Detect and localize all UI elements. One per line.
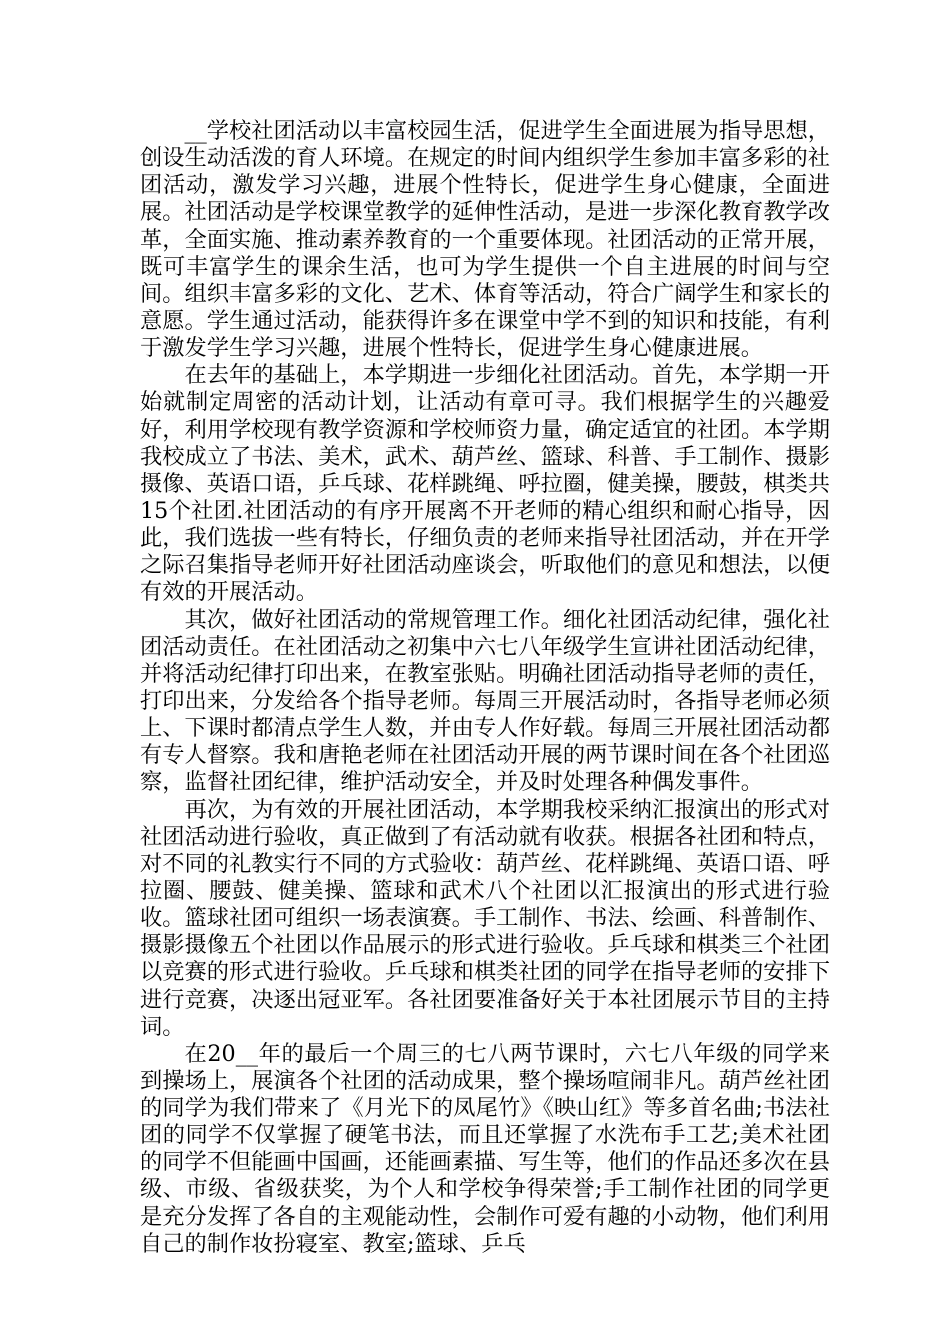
document-body xyxy=(140,118,830,1258)
paragraph-1: __学校社团活动以丰富校园生活，促进学生全面进展为指导思想，创设生动活泼的育人环境。在规定的时间内组织学生参加丰富多彩的社团活动，激发学习兴趣，进展个性特长，促进学生身心健康，全面进展。社团活动是学校课堂教学的延伸性活动，是进一步深化教育教学改革，全面实施、推动素养教育的一个重要体现。社团活动的正常开展，既可丰富学生的课余生活，也可为学生提供一个自主进展的时间与空间。组织丰富多彩的文化、艺术、体育等活动，符合广阔学生和家长的意愿。学生通过活动，能获得许多在课堂中学不到的知识和技能，有利于激发学生学习兴趣，进展个性特长，促进学生身心健康进展。 xyxy=(140,118,830,362)
paragraph-5: 在20__年的最后一个周三的七八两节课时，六七八年级的同学来到操场上，展演各个社团的活动成果，整个操场喧闹非凡。葫芦丝社团的同学为我们带来了《月光下的凤尾竹》《映山红》等多首名曲;书法社团的同学不仅掌握了硬笔书法，而且还掌握了水洗布手工艺;美术社团的同学不但能画中国画，还能画素描、写生等，他们的作品还多次在县级、市级、省级获奖，为个人和学校争得荣誉;手工制作社团的同学更是充分发挥了各自的主观能动性，会制作可爱有趣的小动物，他们利用自己的制作妆扮寝室、教室;篮球、乒乓 xyxy=(140,1040,830,1257)
paragraph-4: 再次，为有效的开展社团活动，本学期我校采纳汇报演出的形式对社团活动进行验收，真正做到了有活动就有收获。根据各社团和特点，对不同的礼教实行不同的方式验收：葫芦丝、花样跳绳、英语口语、呼拉圈、腰鼓、健美操、篮球和武术八个社团以汇报演出的形式进行验收。篮球社团可组织一场表演赛。手工制作、书法、绘画、科普制作、摄影摄像五个社团以作品展示的形式进行验收。乒乓球和棋类三个社团以竞赛的形式进行验收。乒乓球和棋类社团的同学在指导老师的安排下进行竞赛，决逐出冠亚军。各社团要准备好关于本社团展示节目的主持词。 xyxy=(140,796,830,1040)
paragraph-2: 在去年的基础上，本学期进一步细化社团活动。首先，本学期一开始就制定周密的活动计划，让活动有章可寻。我们根据学生的兴趣爱好，利用学校现有教学资源和学校师资力量，确定适宜的社团。本学期我校成立了书法、美术，武术、葫芦丝、篮球、科普、手工制作、摄影摄像、英语口语，乒乓球、花样跳绳、呼拉圈，健美操，腰鼓，棋类共15个社团.社团活动的有序开展离不开老师的精心组织和耐心指导，因此，我们选拔一些有特长，仔细负责的老师来指导社团活动，并在开学之际召集指导老师开好社团活动座谈会，听取他们的意见和想法，以便有效的开展活动。 xyxy=(140,362,830,606)
paragraph-3: 其次，做好社团活动的常规管理工作。细化社团活动纪律，强化社团活动责任。在社团活动之初集中六七八年级学生宣讲社团活动纪律，并将活动纪律打印出来，在教室张贴。明确社团活动指导老师的责任，打印出来，分发给各个指导老师。每周三开展活动时，各指导老师必须上、下课时都清点学生人数，并由专人作好载。每周三开展社团活动都有专人督察。我和唐艳老师在社团活动开展的两节课时间在各个社团巡察，监督社团纪律，维护活动安全，并及时处理各种偶发事件。 xyxy=(140,606,830,796)
